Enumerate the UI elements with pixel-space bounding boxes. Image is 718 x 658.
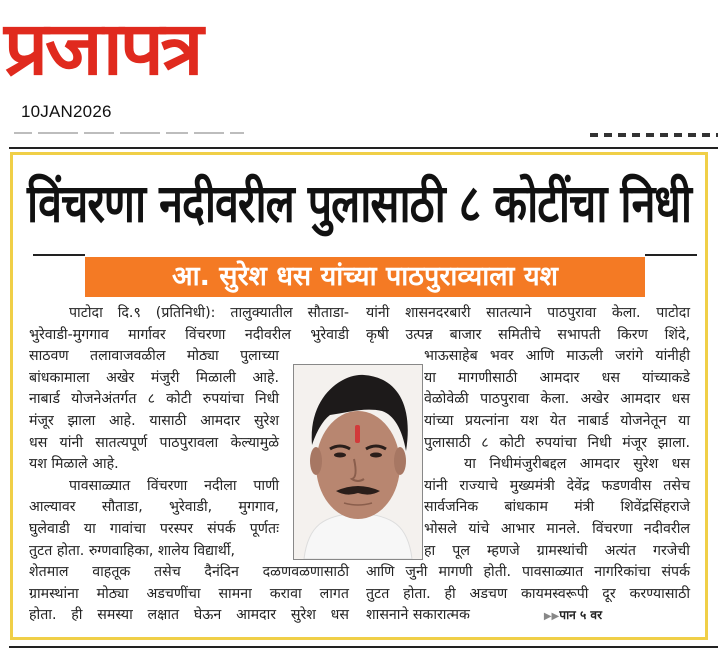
text-line: कृषी उत्पन्न बाजार समितीचे सभापती किरण शिंदे, <box>366 326 690 343</box>
text-line: तुटत होता. ही अडचण कायमस्वरूपी दूर करण्यासाठी <box>366 585 690 602</box>
newspaper-logo: प्रजापत्र <box>4 6 201 92</box>
text-line: या मागणीसाठी आमदार धस यांच्याकडे <box>424 369 690 386</box>
paragraph <box>366 303 690 454</box>
subheadline-rule-left <box>33 254 85 256</box>
text-line: नाबार्ड योजनेअंतर्गत ८ कोटी रुपयांचा निधी <box>29 391 279 408</box>
text-line: आल्यावर सौताडा, भुरेवाडी, मुगगाव, <box>29 499 279 516</box>
top-rule <box>9 147 718 149</box>
text-line: यश मिळाले आहे. <box>29 456 119 473</box>
text-line: पावसाळ्यात विंचरणा नदीला पाणी <box>69 477 279 494</box>
text-line: भोसले यांचे आभार मानले. विंचरणा नदीवरील <box>424 520 690 537</box>
text-line: यांनी शासनदरबारी सातत्याने पाठपुरावा केला. पाटोदा <box>366 305 690 321</box>
text-line: पाटोदा दि.९ (प्रतिनिधी): तालुक्यातील सौताडा- <box>69 305 349 321</box>
text-line: शेतमाल वाहतूक तसेच दैनंदिन दळणवळणासाठी <box>29 564 349 581</box>
subheadline-rule-right <box>645 254 697 256</box>
text-line: वेळोवेळी पाठपुरावा केला. अखेर आमदार धस <box>424 391 690 408</box>
text-line: हा पूल म्हणजे ग्रामस्थांची अत्यंत गरजेची <box>424 542 690 559</box>
text-line: भाऊसाहेब भवर आणि माऊली जरांगे यांनीही <box>424 348 690 365</box>
text-line: तुटत होता. रुग्णवाहिका, शालेय विद्यार्थी, <box>29 542 236 559</box>
text-line: मंजूर झाला आहे. यासाठी आमदार सुरेश <box>29 412 279 429</box>
article-frame <box>10 152 708 640</box>
article-column-right <box>366 303 690 628</box>
article-headline: विंचरणा नदीवरील पुलासाठी ८ कोटींचा निधी <box>26 173 692 235</box>
text-line: शासनाने सकारात्मक <box>366 607 470 624</box>
text-line: ग्रामस्थांना मोठ्या अडचणींचा सामना करावा लागत <box>29 585 349 602</box>
bottom-rule <box>9 646 718 648</box>
continued-on-page-link[interactable] <box>544 608 602 622</box>
paragraph <box>366 454 690 628</box>
text-line: साठवण तलावाजवळील मोठ्या पुलाच्या <box>29 348 279 365</box>
text-line: आणि जुनी मागणी होती. पावसाळ्यात नागरिकांचा संपर्क <box>366 564 690 581</box>
text-line: या निधीमंजुरीबद्दल आमदार सुरेश धस <box>464 456 690 473</box>
faint-header-strip <box>14 130 354 136</box>
text-line: सार्वजनिक बांधकाम मंत्री शिवेंद्रसिंहराजे <box>424 499 690 516</box>
text-line: घुलेवाडी या गावांचा परस्पर संपर्क पूर्णतः <box>29 520 279 537</box>
text-line: यांनी राज्याचे मुख्यमंत्री देवेंद्र फडणवीस तसेच <box>424 477 690 494</box>
text-line: यांच्या प्रयत्नांना यश येत नाबार्ड योजनेतून या <box>424 412 690 429</box>
text-line: धस यांनी सातत्यपूर्ण पाठपुरावला केल्यामुळे <box>29 434 279 451</box>
dashed-rule <box>590 133 718 137</box>
article-subheadline: आ. सुरेश धस यांच्या पाठपुराव्याला यश <box>85 257 645 297</box>
masthead <box>4 6 300 92</box>
text-line-final <box>366 605 690 628</box>
text-line: भुरेवाडी-मुगगाव मार्गावर विंचरणा नदीवरील भुरेवाडी <box>29 326 349 343</box>
text-line: होता. ही समस्या लक्षात घेऊन आमदार सुरेश धस <box>29 607 349 624</box>
publication-date: 10JAN2026 <box>21 102 112 121</box>
text-line: बांधकामाला अखेर मंजुरी मिळाली आहे. <box>29 369 279 386</box>
text-line: पुलासाठी ८ कोटी रुपयांचा निधी मंजूर झाला. <box>424 434 690 451</box>
continued-on-page-label: पान ५ वर <box>559 608 603 623</box>
double-arrow-icon: ▶▶ <box>543 611 560 623</box>
